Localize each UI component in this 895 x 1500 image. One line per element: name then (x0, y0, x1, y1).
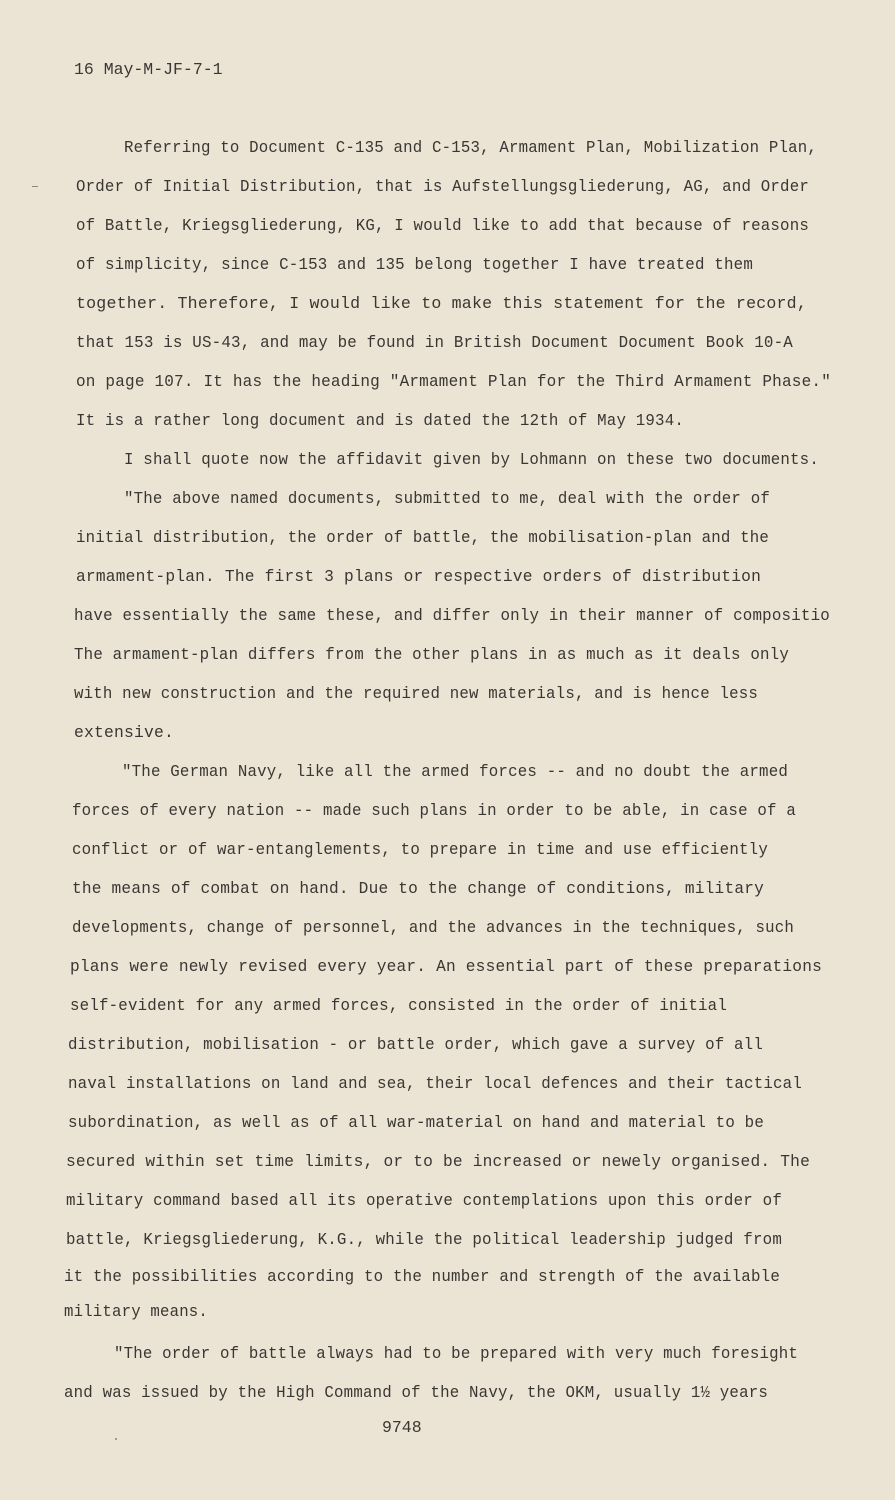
text-line: have essentially the same these, and differ only in their manner of compositio (74, 606, 830, 625)
text-line: developments, change of personnel, and the advances in the techniques, such (72, 918, 794, 937)
text-line: plans were newly revised every year. An essential part of these preparations (70, 957, 822, 976)
page-header: 16 May-M-JF-7-1 (74, 60, 223, 79)
margin-mark (32, 186, 38, 187)
text-line: naval installations on land and sea, their local defences and their tactical (68, 1074, 802, 1093)
text-line: subordination, as well as of all war-material on hand and material to be (68, 1113, 764, 1132)
text-line: "The above named documents, submitted to me, deal with the order of (124, 489, 770, 508)
text-line: Order of Initial Distribution, that is Aufstellungsgliederung, AG, and Order (76, 177, 809, 196)
text-line: it the possibilities according to the number and strength of the available (64, 1267, 780, 1286)
text-line: of simplicity, since C-153 and 135 belong together I have treated them (76, 255, 753, 274)
text-line: of Battle, Kriegsgliederung, KG, I would like to add that because of reasons (76, 216, 809, 235)
text-line: "The German Navy, like all the armed forces -- and no doubt the armed (122, 762, 788, 781)
text-line: distribution, mobilisation - or battle order, which gave a survey of all (68, 1035, 763, 1054)
text-line: that 153 is US-43, and may be found in British Document Document Book 10-A (76, 333, 793, 352)
text-line: conflict or of war-entanglements, to prepare in time and use efficiently (72, 840, 768, 859)
text-line: "The order of battle always had to be prepared with very much foresight (114, 1344, 798, 1363)
text-line: battle, Kriegsgliederung, K.G., while the political leadership judged from (66, 1230, 782, 1249)
text-line: military means. (64, 1302, 208, 1321)
text-line: together. Therefore, I would like to make this statement for the record, (76, 294, 807, 313)
text-line: secured within set time limits, or to be increased or newely organised. The (66, 1152, 810, 1171)
paper-speck (115, 1438, 117, 1440)
text-line: The armament-plan differs from the other plans in as much as it deals only (74, 645, 789, 664)
text-line: Referring to Document C-135 and C-153, Armament Plan, Mobilization Plan, (124, 138, 817, 157)
text-line: I shall quote now the affidavit given by Lohmann on these two documents. (124, 450, 819, 469)
text-line: the means of combat on hand. Due to the change of conditions, military (72, 879, 764, 898)
text-line: forces of every nation -- made such plans in order to be able, in case of a (72, 801, 796, 820)
page-number: 9748 (382, 1418, 422, 1437)
text-line: military command based all its operative contemplations upon this order of (66, 1191, 782, 1210)
text-line: and was issued by the High Command of the Navy, the OKM, usually 1½ years (64, 1383, 768, 1402)
text-line: self-evident for any armed forces, consisted in the order of initial (70, 996, 727, 1015)
text-line: on page 107. It has the heading "Armament Plan for the Third Armament Phase." (76, 372, 831, 391)
text-line: It is a rather long document and is dated the 12th of May 1934. (76, 411, 684, 430)
text-line: extensive. (74, 723, 174, 742)
text-line: with new construction and the required new materials, and is hence less (74, 684, 758, 703)
text-line: initial distribution, the order of battle, the mobilisation-plan and the (76, 528, 769, 547)
text-line: armament-plan. The first 3 plans or respective orders of distribution (76, 567, 761, 586)
